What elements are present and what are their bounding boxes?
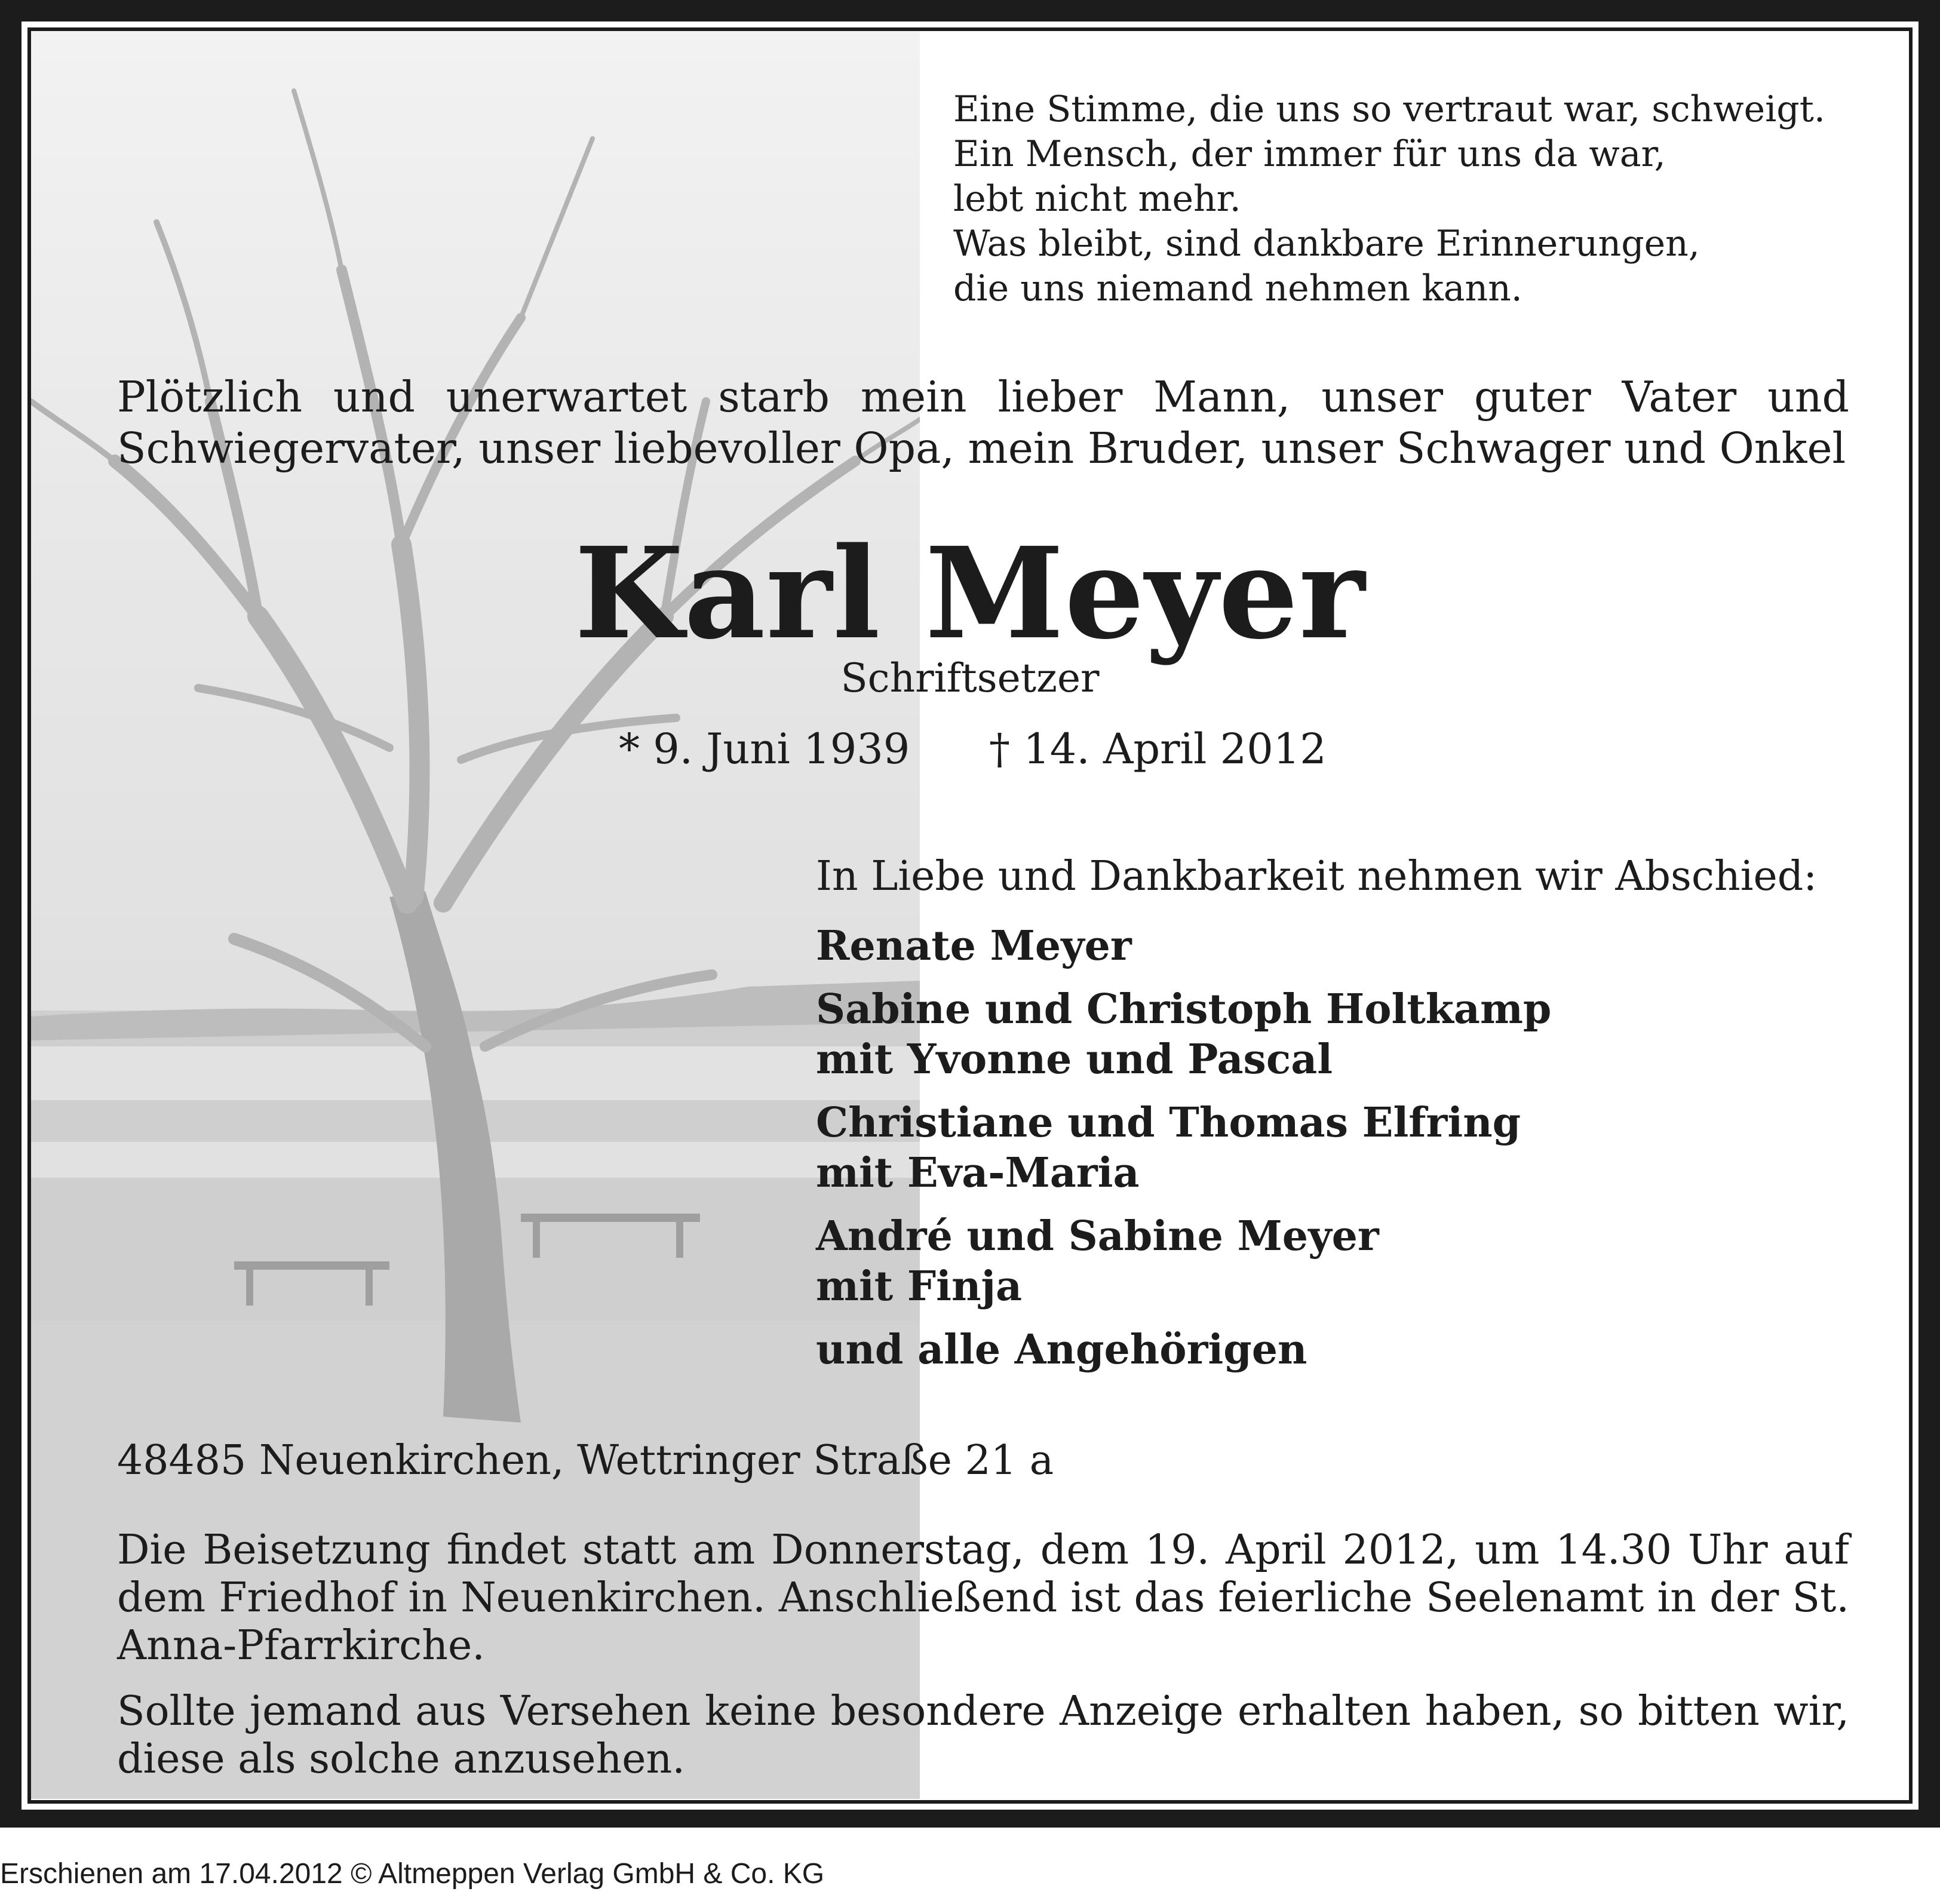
death-announcement: Plötzlich und unerwartet starb mein lieber Mann, unser guter Vater und Schwiegervater, unser liebevoller Opa, mein Bruder, unser Schwager und Onkel xyxy=(117,372,1849,473)
poem-line: Eine Stimme, die uns so vertraut war, schweigt. xyxy=(953,88,1825,130)
poem-line: lebt nicht mehr. xyxy=(953,178,1241,220)
mourner-group xyxy=(816,921,1551,971)
mourner-name: mit Eva-Maria xyxy=(816,1149,1140,1197)
mourner-name: mit Finja xyxy=(816,1263,1023,1310)
mourner-group xyxy=(816,1098,1551,1198)
deceased-profession: Schriftsetzer xyxy=(840,655,1100,701)
burial-details: Die Beisetzung findet statt am Donnerstag, dem 19. April 2012, um 14.30 Uhr auf dem Friedhof in Neuenkirchen. Anschließend ist das feierliche Seelenamt in der St. Anna-Pfarrkirche. xyxy=(117,1527,1849,1669)
death-date: † 14. April 2012 xyxy=(989,724,1327,773)
poem-line: die uns niemand nehmen kann. xyxy=(953,268,1522,309)
mourner-name: und alle Angehörigen xyxy=(816,1326,1307,1374)
family-address: 48485 Neuenkirchen, Wettringer Straße 21 a xyxy=(117,1437,1054,1484)
mourner-name: Christiane und Thomas Elfring xyxy=(816,1099,1521,1147)
poem xyxy=(953,87,1825,311)
mourners-list xyxy=(816,921,1551,1388)
obituary-panel xyxy=(22,22,1918,1810)
farewell-line: In Liebe und Dankbarkeit nehmen wir Abschied: xyxy=(816,853,1818,900)
mourner-group xyxy=(816,1211,1551,1312)
mourner-name: Sabine und Christoph Holtkamp xyxy=(816,985,1552,1033)
mourner-group xyxy=(816,1325,1551,1375)
birth-date: * 9. Juni 1939 xyxy=(619,724,910,773)
publication-credit: Erschienen am 17.04.2012 © Altmeppen Verlag GmbH & Co. KG xyxy=(0,1858,825,1890)
poem-line: Was bleibt, sind dankbare Erinnerungen, xyxy=(953,223,1700,265)
deceased-name: Karl Meyer xyxy=(574,520,1366,667)
mourner-name: mit Yvonne und Pascal xyxy=(816,1036,1333,1083)
mourner-name: André und Sabine Meyer xyxy=(816,1212,1379,1260)
poem-line: Ein Mensch, der immer für uns da war, xyxy=(953,133,1666,175)
notice-paragraph: Sollte jemand aus Versehen keine besondere Anzeige erhalten haben, so bitten wir, diese als solche anzusehen. xyxy=(117,1688,1849,1783)
mourner-name: Renate Meyer xyxy=(816,922,1132,970)
mourner-group xyxy=(816,984,1551,1085)
